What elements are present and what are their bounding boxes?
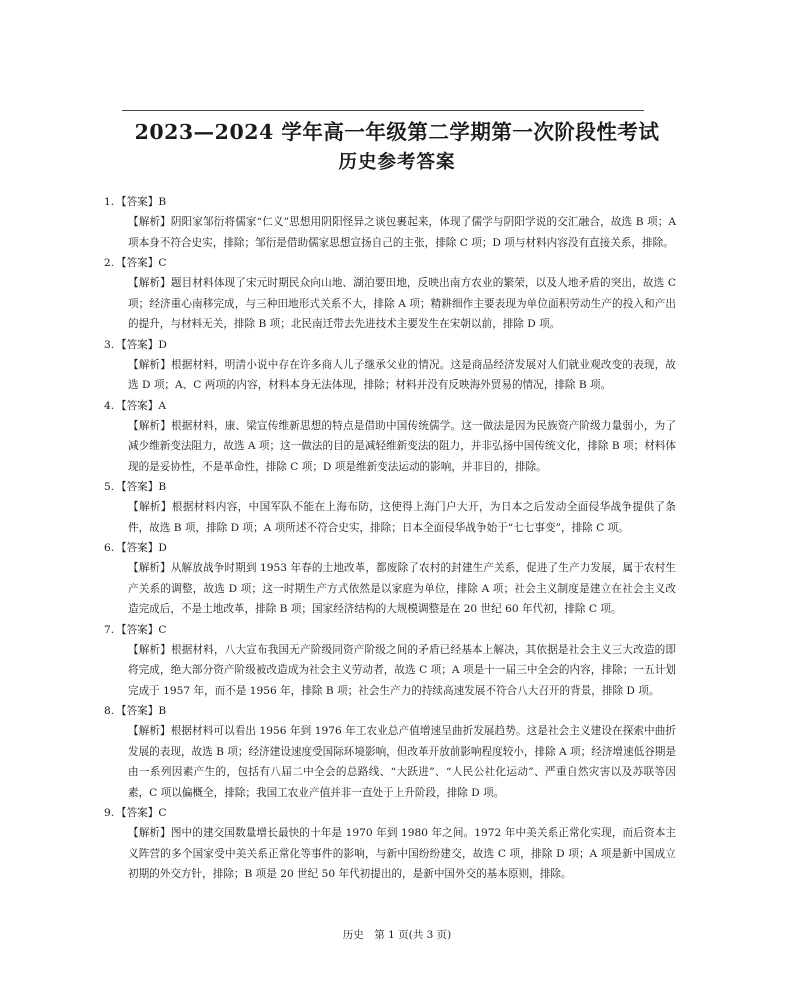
question-number: 9. [104,807,115,819]
page-footer: 历史 第 1 页(共 3 页) [342,929,452,941]
question-number: 4. [104,399,115,412]
answer-value: 【答案】B [116,481,167,493]
answer-value: 【答案】A [116,399,167,412]
answer-value: 【答案】B [116,196,167,208]
analysis-text: 【解析】根据材料，八大宣布我国无产阶级同资产阶级之间的矛盾已经基本上解决，其依据是社会主义三大改造的即将完成，绝大部分资产阶级被改造成为社会主义劳动者，故选 C 项；A 项是十一届三中全会的内容，排除；一五计划完成于 1957 年，而不是 1956 年，排除 B 项；社会生产力的持续高速发展不符合八大召开的背景，排除 D 项。 [128,643,676,697]
question-number: 1. [104,196,115,208]
analysis-text: 【解析】从解放战争时期到 1953 年春的土地改革，都废除了农村的封建生产关系，促进了生产力发展，属于农村生产关系的调整，故选 D 项；这一时期生产方式依然是以家庭为单位，排除 A 项；社会主义制度是建立在社会主义改造完成后，不是土地改革，排除 B 项；国家经济结构的大规模调整是在 20 世纪 60 年代初，排除 C 项。 [128,562,676,615]
analysis-text: 【解析】题目材料体现了宋元时期民众向山地、湖泊要田地，反映出南方农业的繁荣，以及人地矛盾的突出，故选 C 项；经济重心南移完成，与三种田地形式关系不大，排除 A 项；精耕细作主要表现为单位面积劳动生产的投入和产出的提升，与材料无关，排除 B 项；北民南迁带去先进技术主要发生在宋朝以前，排除 D 项。 [128,277,676,330]
answer-item-6 [104,538,676,620]
answer-value: 【答案】B [116,705,167,717]
answer-value: 【答案】D [116,338,167,351]
answer-item-3 [104,335,676,396]
analysis-text: 【解析】阴阳家邹衍将儒家“仁义”思想用阴阳怪异之谈包裹起来，体现了儒学与阴阳学说的交汇融合，故选 B 项；A 项本身不符合史实，排除；邹衍是借助儒家思想宣扬自己的主张，排除 C 项；D 项与材料内容没有直接关系，排除。 [128,216,676,249]
answer-item-8 [104,701,676,803]
answer-value: 【答案】C [116,257,167,269]
answer-line [104,396,676,416]
analysis-text: 【解析】根据材料可以看出 1956 年到 1976 年工农业总产值增速呈曲折发展趋势。这是社会主义建设在探索中曲折发展的表现，故选 B 项；经济建设速度受国际环境影响，但改革开放前影响程度较小，排除 A 项；经济增速低谷期是由一系列因素产生的，包括有八届二中全会的总路线、“大跃进”、“人民公社化运动”、严重自然灾害以及苏联等因素，C 项以偏概全，排除；我国工农业产值并非一直处于上升阶段，排除 D 项。 [128,725,676,799]
question-number: 3. [104,338,115,351]
answer-line [104,538,676,558]
question-number: 6. [104,542,115,554]
analysis-text: 【解析】图中的建交国数量增长最快的十年是 1970 年到 1980 年之间。1972 年中美关系正常化实现，而后资本主义阵营的多个国家受中美关系正常化等事件的影响，与新中国纷纷建交，故选 C 项，排除 D 项；A 项是新中国成立初期的外交方针，排除；B 项是 20 世纪 50 年代初提出的，是新中国外交的基本原则，排除。 [128,827,676,880]
page-title: 2023—2024 学年高一年级第二学期第一次阶段性考试 [134,120,660,144]
answer-value: 【答案】C [116,623,167,636]
answer-item-9 [104,803,676,885]
answer-line [104,620,676,640]
analysis-text: 【解析】根据材料，康、梁宣传维新思想的特点是借助中国传统儒学。这一做法是因为民族资产阶级力量弱小，为了减少维新变法阻力，故选 A 项；这一做法的目的是减轻维新变法的阻力，并非弘扬中国传统文化，排除 B 项；材料体现的是妥协性，不是革命性，排除 C 项；D 项是维新变法运动的影响，并非目的，排除。 [128,419,676,473]
analysis-text: 【解析】根据材料内容，中国军队不能在上海布防，这使得上海门户大开，为日本之后发动全面侵华战争提供了条件，故选 B 项，排除 D 项；A 项所述不符合史实，排除；日本全面侵华战争始于“七七事变”，排除 C 项。 [128,501,676,534]
answer-line [104,192,676,212]
answer-item-4 [104,396,676,478]
question-number: 7. [104,623,115,636]
question-number: 8. [104,705,115,717]
answer-line [104,803,676,823]
answer-item-1 [104,192,676,253]
question-number: 2. [104,257,115,269]
answer-item-2 [104,253,676,335]
answer-value: 【答案】D [116,542,167,554]
question-number: 5. [104,481,115,493]
answer-item-7 [104,620,676,702]
answer-line [104,253,676,273]
answer-value: 【答案】C [116,807,167,819]
answer-line [104,335,676,355]
answer-item-5 [104,477,676,538]
answer-line [104,477,676,497]
page-subtitle: 历史参考答案 [338,152,456,173]
analysis-text: 【解析】根据材料，明清小说中存在许多商人儿子继承父业的情况。这是商品经济发展对人们就业观改变的表现，故选 D 项；A、C 两项的内容，材料本身无法体现，排除；材料并没有反映海外贸易的情况，排除 B 项。 [128,358,676,391]
header-rule [122,110,644,111]
answer-list [104,192,676,885]
answer-line [104,701,676,721]
